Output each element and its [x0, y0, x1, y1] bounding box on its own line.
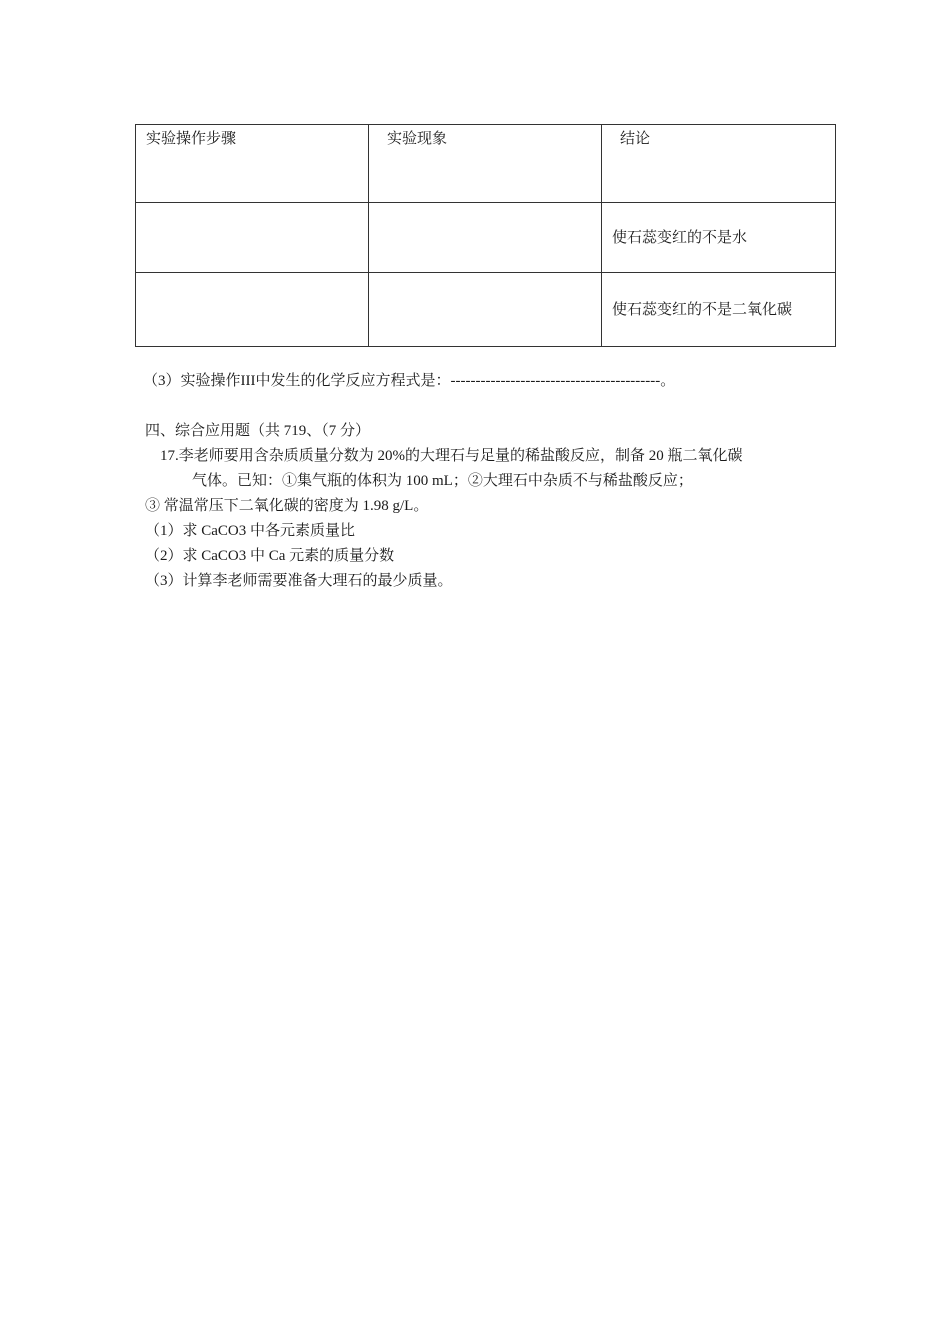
cell-step — [136, 203, 369, 273]
problem-17-sub-2: （2）求 CaCO3 中 Ca 元素的质量分数 — [145, 548, 395, 564]
cell-phenomenon — [369, 203, 602, 273]
cell-phenomenon — [369, 273, 602, 347]
table-row — [136, 273, 836, 347]
problem-17-sub-3: （3）计算李老师需要准备大理石的最少质量。 — [145, 573, 453, 589]
problem-17-sub-1: （1）求 CaCO3 中各元素质量比 — [145, 523, 356, 539]
cell-step — [136, 273, 369, 347]
cell-conclusion: 使石蕊变红的不是二氧化碳 — [602, 273, 836, 347]
table-row — [136, 203, 836, 273]
section-title: 四、综合应用题（共 719、（7 分） — [145, 423, 371, 439]
problem-17-line-1: 17.李老师要用含杂质质量分数为 20%的大理石与足量的稀盐酸反应，制备 20 瓶二氧化碳 — [160, 448, 743, 464]
header-phenomenon: 实验现象 — [369, 125, 602, 203]
table-header-row — [136, 125, 836, 203]
problem-17-line-2: 气体。已知：①集气瓶的体积为 100 mL；②大理石中杂质不与稀盐酸反应； — [192, 473, 693, 489]
header-conclusion: 结论 — [602, 125, 836, 203]
experiment-table — [135, 124, 836, 347]
question-3-equation-line: （3）实验操作III中发生的化学反应方程式是：------------------------------------------。 — [143, 373, 676, 389]
header-step: 实验操作步骤 — [136, 125, 369, 203]
cell-conclusion: 使石蕊变红的不是水 — [602, 203, 836, 273]
problem-17-line-3: ③ 常温常压下二氧化碳的密度为 1.98 g/L。 — [145, 498, 429, 514]
